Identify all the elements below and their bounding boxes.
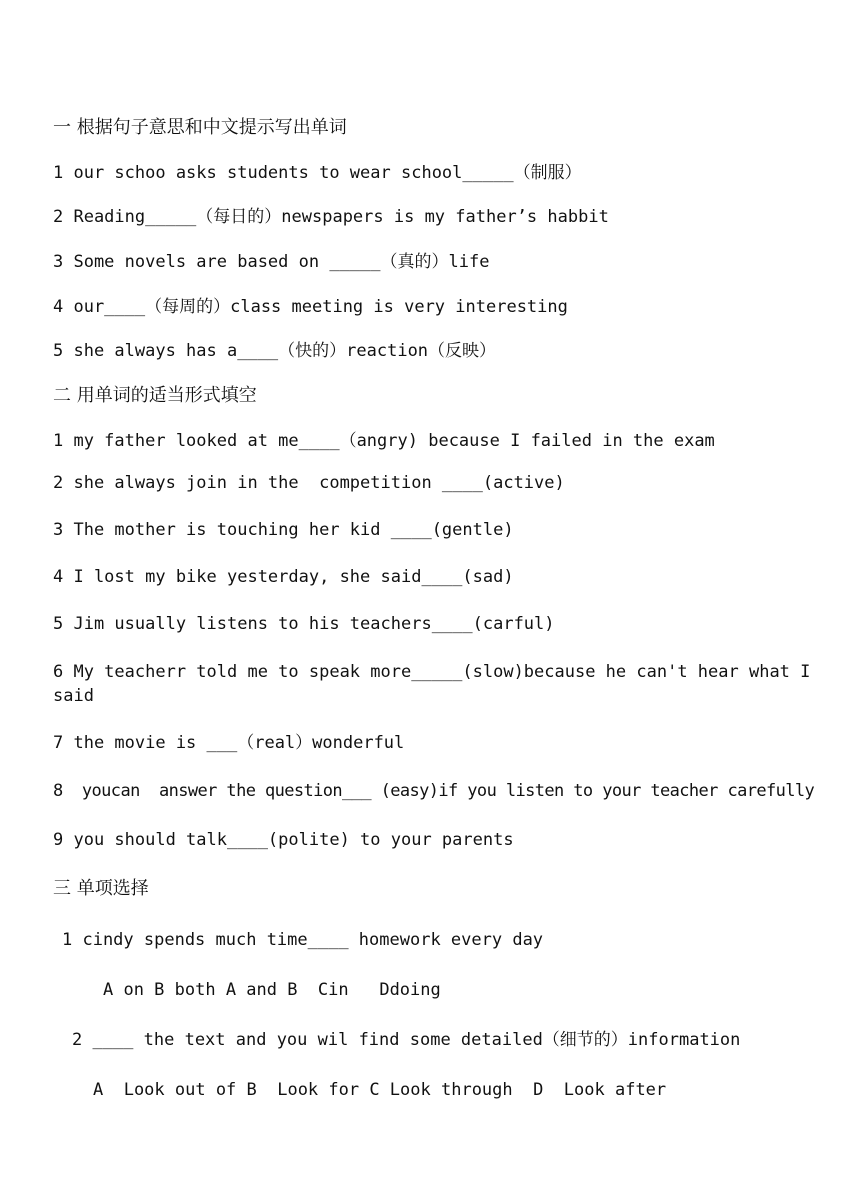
section-1-heading: 一 根据句子意思和中文提示写出单词 bbox=[53, 117, 347, 138]
section-1-item-3: 3 Some novels are based on _____（真的）life bbox=[53, 252, 490, 272]
section-2-item-1: 1 my father looked at me____（angry) because I failed in the exam bbox=[53, 431, 715, 451]
section-2-item-2: 2 she always join in the competition ____(active) bbox=[53, 473, 565, 493]
question-1-stem: 1 cindy spends much time____ homework every day bbox=[62, 930, 544, 950]
section-1-item-4: 4 our____（每周的）class meeting is very interesting bbox=[53, 297, 568, 317]
section-2-item-8: 8 youcan answer the question___ (easy)if you listen to your teacher carefully bbox=[53, 781, 815, 801]
section-1-item-5: 5 she always has a____（快的）reaction（反映） bbox=[53, 341, 497, 361]
section-2-item-7: 7 the movie is ___（real）wonderful bbox=[53, 733, 405, 753]
section-2-item-9: 9 you should talk____(polite) to your parents bbox=[53, 830, 514, 850]
section-3-heading: 三 单项选择 bbox=[53, 878, 149, 899]
question-1-options: A on B both A and B Cin Ddoing bbox=[103, 980, 441, 1000]
section-2-item-3: 3 The mother is touching her kid ____(gentle) bbox=[53, 520, 514, 540]
section-2-heading: 二 用单词的适当形式填空 bbox=[53, 385, 257, 406]
question-2-stem: 2 ____ the text and you wil find some detailed（细节的）information bbox=[72, 1030, 741, 1050]
section-1-item-1: 1 our schoo asks students to wear school_____（制服） bbox=[53, 163, 582, 183]
question-2-options: A Look out of B Look for C Look through D Look after bbox=[93, 1080, 667, 1100]
section-2-item-5: 5 Jim usually listens to his teachers____(carful) bbox=[53, 614, 555, 634]
section-1-item-2: 2 Reading_____（每日的）newspapers is my father’s habbit bbox=[53, 207, 609, 227]
section-2-item-6: 6 My teacherr told me to speak more_____(slow)because he can't hear what I said bbox=[53, 662, 811, 706]
section-2-item-4: 4 I lost my bike yesterday, she said____(sad) bbox=[53, 567, 514, 587]
